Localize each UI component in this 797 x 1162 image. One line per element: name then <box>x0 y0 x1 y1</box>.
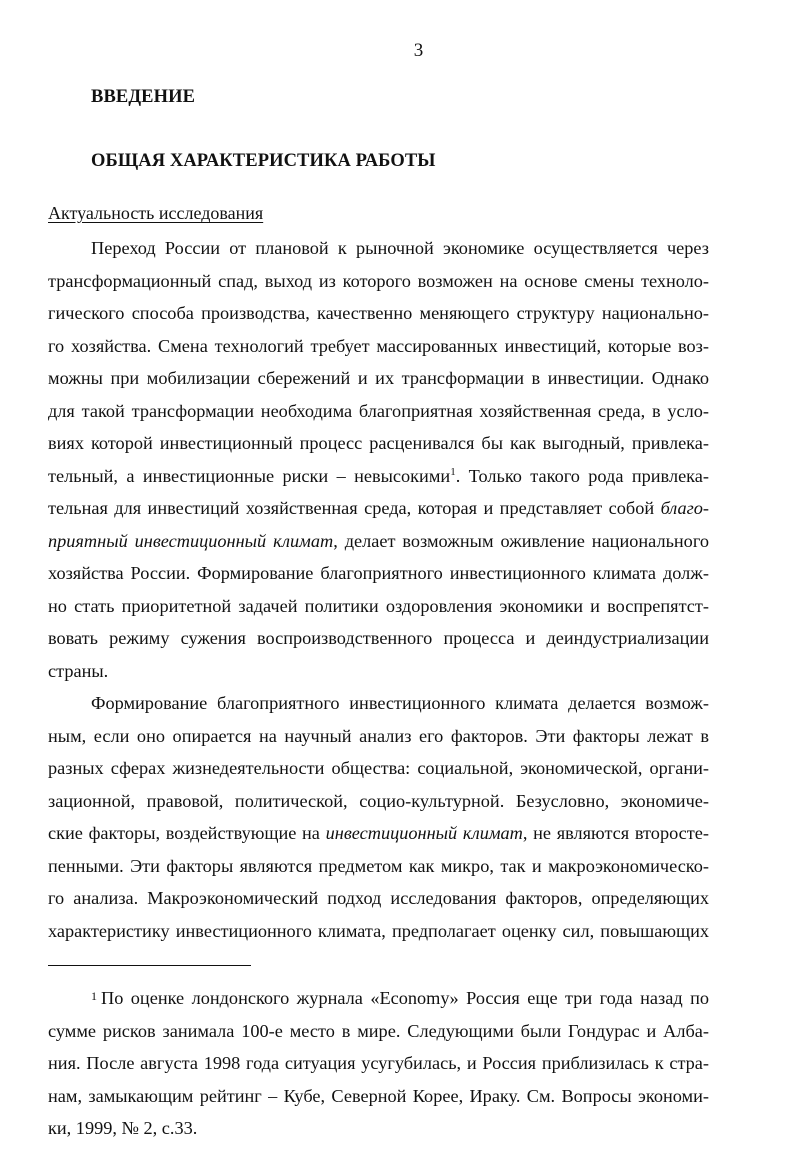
text-line <box>48 530 709 552</box>
footnote-line: ния. После августа 1998 года ситуация усугубилась, и Россия приблизилась к стра- <box>48 1053 709 1073</box>
text-line: вовать режиму сужения воспроизводственного процесса и деиндустриализации <box>48 628 709 648</box>
footnote-line <box>91 987 709 1009</box>
footnote-line: ки, 1999, № 2, с.33. <box>48 1118 198 1138</box>
text-line: но стать приоритетной задачей политики оздоровления экономики и воспрепятст- <box>48 596 709 616</box>
text-line <box>48 497 709 519</box>
text-fragment: , не являются второсте- <box>522 823 709 843</box>
text-line: хозяйства России. Формирование благоприятного инвестиционного климата долж- <box>48 563 709 583</box>
heading-general-characteristics: ОБЩАЯ ХАРАКТЕРИСТИКА РАБОТЫ <box>91 151 436 171</box>
page-number: 3 <box>413 40 424 61</box>
text-line: можны при мобилизации сбережений и их трансформации в инвестиции. Однако <box>48 368 709 388</box>
italic-term: инвестиционный климат <box>325 823 523 843</box>
text-line: страны. <box>48 661 109 681</box>
text-line: го анализа. Макроэкономический подход исследования факторов, определяющих <box>48 888 709 908</box>
text-line: ным, если оно опирается на научный анализ его факторов. Эти факторы лежат в <box>48 726 709 746</box>
text-line: го хозяйства. Смена технологий требует массированных инвестиций, которые воз- <box>48 336 709 356</box>
heading-introduction: ВВЕДЕНИЕ <box>91 87 196 107</box>
italic-term: приятный инвестиционный климат <box>48 531 334 551</box>
text-line: виях которой инвестиционный процесс расценивался бы как выгодный, привлека- <box>48 433 709 453</box>
footnote-line: сумме рисков занимала 100-е место в мире. Следующими были Гондурас и Алба- <box>48 1021 709 1041</box>
text-line: Переход России от плановой к рыночной экономике осуществляется через <box>91 238 709 258</box>
text-fragment: . Только такого рода привлека- <box>455 466 709 486</box>
footnote-separator <box>48 965 251 966</box>
text-line: Формирование благоприятного инвестиционного климата делается возмож- <box>91 693 709 713</box>
text-line: пенными. Эти факторы являются предметом как микро, так и макроэкономическо- <box>48 856 709 876</box>
text-line: характеристику инвестиционного климата, предполагает оценку сил, повышающих <box>48 921 709 941</box>
footnote-mark: 1 <box>91 989 97 1003</box>
text-fragment: ские факторы, воздействующие на <box>48 823 326 843</box>
italic-term: благо- <box>660 498 709 518</box>
footnote-reference[interactable]: 1 <box>450 465 456 478</box>
text-line: гического способа производства, качественно меняющего структуру национально- <box>48 303 709 323</box>
text-fragment: тельный, а инвестиционные риски – невысокими <box>48 466 451 486</box>
text-fragment: По оценке лондонского журнала «Economy» Россия еще три года назад по <box>101 988 709 1008</box>
text-line: зационной, правовой, политической, социо-культурной. Безусловно, экономиче- <box>48 791 709 811</box>
subheading-relevance: Актуальность исследования <box>48 203 264 223</box>
text-line: трансформационный спад, выход из которого возможен на основе смены техноло- <box>48 271 709 291</box>
text-fragment: тельная для инвестиций хозяйственная среда, которая и представляет собой <box>48 498 661 518</box>
footnote-line: нам, замыкающим рейтинг – Кубе, Северной Корее, Ираку. См. Вопросы экономи- <box>48 1086 709 1106</box>
text-line <box>48 465 709 487</box>
text-line <box>48 822 709 844</box>
text-fragment: , делает возможным оживление национального <box>333 531 710 551</box>
text-line: для такой трансформации необходима благоприятная хозяйственная среда, в усло- <box>48 401 709 421</box>
text-line: разных сферах жизнедеятельности общества: социальной, экономической, органи- <box>48 758 709 778</box>
